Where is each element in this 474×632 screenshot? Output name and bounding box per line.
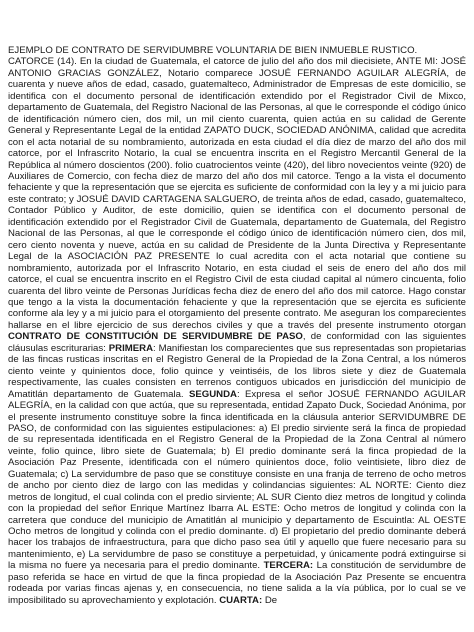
paragraph-text: , de conformidad con las siguientes cláusulas escriturarias: xyxy=(8,331,466,354)
clause-cuarta: CUARTA: xyxy=(219,594,263,606)
document-body xyxy=(8,45,466,606)
contract-title-bold: CONTRATO DE CONSTITUCIÓN DE SERVIDUMBRE DE PASO xyxy=(8,331,303,343)
clause-tercera: TERCERA: xyxy=(263,560,314,572)
paragraph-text: De xyxy=(262,594,278,606)
clause-primera: PRIMERA xyxy=(108,342,154,354)
document-page xyxy=(8,45,466,630)
paragraph-text: : Expresa el señor JOSUÉ FERNANDO AGUILAR ALEGRÍA, en la calidad con que actúa, que su representada, entidad Zapato Duck, Sociedad Anónima, por el presente instrumento constituye sobre la finca identificada en la cláusula anterior SERVIDUMBRE DE PASO, de conformidad con las siguientes estipulaciones: a) El predio sirviente será la finca de propiedad de su representada identificada en el Registro General de la Propiedad de la Zona Central al número veinte, folio quince, libro siete de Guatemala; b) El predio dominante será la finca propiedad de la Asociación Paz Presente, identificada con el número quinientos doce, folio veintisiete, libro diez de Guatemala; c) La servidumbre de paso que se constituye consiste en una franja de terreno de ocho metros de ancho por ciento diez de largo con las medidas y colindancias siguientes: AL NORTE: Ciento diez metros de longitud, el cual colinda con el predio sirviente; AL SUR Ciento diez metros de longitud y colinda con la propiedad del señor Enrique Martínez Ibarra AL ESTE: Ocho metros de longitud y colinda con la carretera que conduce del municipio de Amatitlán al municipio y departamento de Escuintla: AL OESTE Ocho metros de longitud y colinda con el predio dominante. d) El propietario del predio dominante deberá hacer los trabajos de infraestructura, para que dicho paso sea útil y aquello que fuere necesario para su mantenimiento, e) La servidumbre de paso se constituye a perpetuidad, y únicamente podrá extinguirse si la misma no fuere ya necesaria para el predio dominante. xyxy=(8,388,466,572)
paragraph-text: CATORCE (14). En la ciudad de Guatemala, el catorce de julio del año dos mil diecisiete, ANTE MI: JOSÉ ANTONIO GRACIAS GONZÁLEZ, Notario comparece JOSUÉ FERNANDO AGUILAR ALEGRÍA, de cuarenta y nueve años de edad, casado, guatemalteco, Administrador de Empresas de este domicilio, se identifica con el documento personal de identificación extendido por el Registrador Civil de Mixco, departamento de Guatemala, del Registro Nacional de las Personas, al que le corresponde el código único de identificación número cien, dos mil, un mil ciento cuarenta, quien actúa en su calidad de Gerente General y Representante Legal de la entidad ZAPATO DUCK, SOCIEDAD ANÓNIMA, calidad que acredita con el acta notarial de su nombramiento, autorizada en esta ciudad el día diez de marzo del año dos mil catorce, por el Infrascrito Notario, la cual se encuentra inscrita en el Registro Mercantil General de la República al número doscientos (200). folio cuatrocientos veinte (420), del libro novecientos veinte (920) de Auxiliares de Comercio, con fecha diez de marzo del año dos mil catorce. Tengo a la vista el documento fehaciente y que la representación que se ejercita es suficiente de conformidad con la ley y a mi juicio para este contrato; y JOSUÉ DAVID CARTAGENA SALGUERO, de treinta años de edad, casado, guatemalteco, Contador Público y Auditor, de este domicilio, quien se identifica con el documento personal de identificación extendido por el Registrador Civil de Guatemala, departamento de Guatemala, del Registro Nacional de las Personas, al que le corresponde el código único de identificación número cien, dos mil, cero ciento noventa y nueve, actúa en su calidad de Presidente de la Junta Directiva y Representante Legal de la ASOCIACIÓN PAZ PRESENTE lo cual acredita con el acta notarial que contiene su nombramiento, autorizada por el Infrascrito Notario, en esta ciudad el seis de enero del año dos mil catorce, el cual se encuentra inscrito en el Registro Civil de esta ciudad capital al número cincuenta, folio cuarenta del libro veinte de Personas Jurídicas fecha diez de enero del año dos mil catorce. Hago constar que tengo a la vista la documentación fehaciente y que la representación que se ejercita es suficiente conforme ala ley y a mi juicio para el otorgamiento del presente contrato. Me aseguran los comparecientes hallarse en el libre ejercicio de sus derechos civiles y que a través del presente instrumento otorgan xyxy=(8,56,466,331)
paragraph-text: : Manifiestan los comparecientes que sus representadas son propietarias de las fincas rusticas inscritas en el Registro General de la Propiedad de la Zona Central, a los números ciento veinte y quinientos doce, folio quince y veintiséis, de los libros siete y diez de Guatemala respectivamente, las cuales consisten en terrenos contiguos ubicados en jurisdicción del municipio de Amatitlán departamento de Guatemala. xyxy=(8,342,466,400)
clause-segunda: SEGUNDA xyxy=(188,388,237,400)
document-heading: EJEMPLO DE CONTRATO DE SERVIDUMBRE VOLUNTARIA DE BIEN INMUEBLE RUSTICO. xyxy=(8,45,418,56)
paragraph-text: La constitución de servidumbre de paso referida se hace en virtud de que la finca propiedad de la Asociación Paz Presente se encuentra rodeada por varias fincas ajenas y, en consecuencia, no tiene salida a la vía pública, por lo cual se ve imposibilitado su aprovechamiento y explotación. xyxy=(8,560,466,606)
